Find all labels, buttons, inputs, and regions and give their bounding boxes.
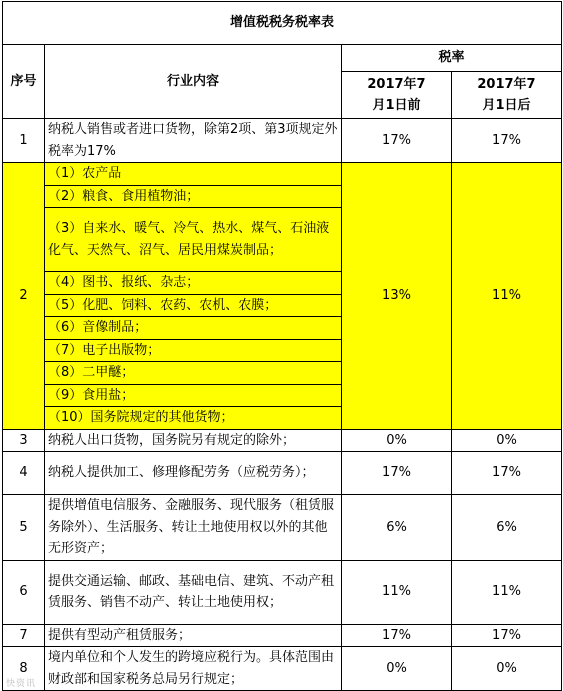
row-index: 2 [3, 163, 45, 430]
table-row [3, 560, 562, 624]
row-index: 6 [3, 560, 45, 624]
rate-after: 17% [452, 624, 562, 647]
table-row [3, 624, 562, 647]
rate-before: 17% [342, 624, 452, 647]
rate-after: 0% [452, 429, 562, 452]
rate-after: 17% [452, 452, 562, 495]
row-index: 5 [3, 495, 45, 561]
row-content: 境内单位和个人发生的跨境应税行为。具体范围由财政部和国家税务总局另行规定； [45, 647, 342, 691]
rate-before: 6% [342, 495, 452, 561]
table-row [3, 119, 562, 163]
row-content: （5）化肥、饲料、农药、农机、农膜； [45, 294, 342, 317]
header-after [452, 72, 562, 119]
row-content: 提供增值电信服务、金融服务、现代服务（租赁服务除外）、生活服务、转让土地使用权以外的其他无形资产； [45, 495, 342, 561]
row-content: （3）自来水、暖气、冷气、热水、煤气、石油液化气、天然气、沼气、居民用煤炭制品； [45, 208, 342, 272]
rate-after: 17% [452, 119, 562, 163]
row-content: （10）国务院规定的其他货物； [45, 407, 342, 430]
header-index: 序号 [3, 45, 45, 119]
row-content: （8）二甲醚； [45, 362, 342, 385]
rate-before: 11% [342, 560, 452, 624]
row-index: 7 [3, 624, 45, 647]
row-content: 提供有型动产租赁服务； [45, 624, 342, 647]
rate-after: 0% [452, 647, 562, 691]
rate-after: 6% [452, 495, 562, 561]
table-title: 增值税税务税率表 [3, 2, 562, 45]
row-index: 8 [3, 647, 45, 691]
rate-before: 0% [342, 647, 452, 691]
rate-before: 17% [342, 119, 452, 163]
row-content: （1）农产品 [45, 163, 342, 186]
row-content: 提供交通运输、邮政、基础电信、建筑、不动产租赁服务、销售不动产、转让土地使用权； [45, 560, 342, 624]
table-row [3, 163, 562, 186]
table-row [3, 495, 562, 561]
table-row [3, 429, 562, 452]
row-index: 3 [3, 429, 45, 452]
row-index: 1 [3, 119, 45, 163]
row-content: （7）电子出版物； [45, 339, 342, 362]
rate-after: 11% [452, 560, 562, 624]
header-rate: 税率 [342, 45, 562, 72]
row-content: （4）图书、报纸、杂志； [45, 272, 342, 295]
header-before-text: 2017年7月1日前 [367, 76, 426, 113]
table-row [3, 647, 562, 691]
vat-rate-table [2, 1, 562, 691]
rate-before: 0% [342, 429, 452, 452]
row-content: 纳税人出口货物，国务院另有规定的除外； [45, 429, 342, 452]
row-content: （2）粮食、食用植物油； [45, 185, 342, 208]
header-content: 行业内容 [45, 45, 342, 119]
row-index: 4 [3, 452, 45, 495]
header-after-text: 2017年7月1日后 [477, 76, 536, 113]
rate-before: 17% [342, 452, 452, 495]
rate-after: 11% [452, 163, 562, 430]
row-content: 纳税人提供加工、修理修配劳务（应税劳务）； [45, 452, 342, 495]
watermark: 快资讯 [6, 679, 37, 689]
row-content: （6）音像制品； [45, 317, 342, 340]
row-content: 纳税人销售或者进口货物，除第2项、第3项规定外税率为17% [45, 119, 342, 163]
table-row [3, 452, 562, 495]
header-before [342, 72, 452, 119]
rate-before: 13% [342, 163, 452, 430]
row-content: （9）食用盐； [45, 384, 342, 407]
